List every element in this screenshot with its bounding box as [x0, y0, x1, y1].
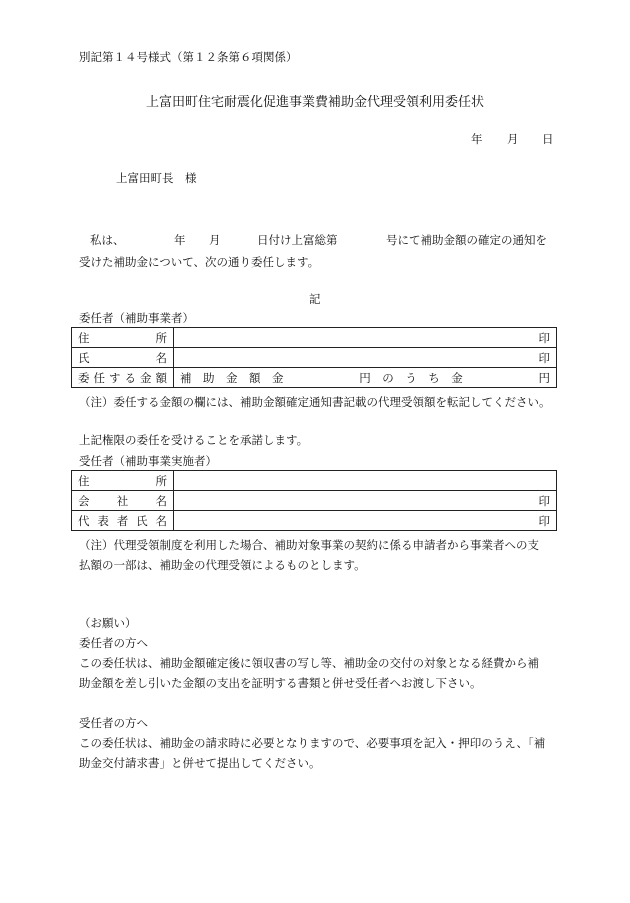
consent-text: 上記権限の委任を受けることを承諾します。 — [79, 433, 309, 447]
body-text-month: 月 — [209, 233, 221, 247]
table-row — [72, 348, 557, 368]
delegate-note-2: 払額の一部は、補助金の代理受領によるものとします。 — [79, 558, 366, 572]
form-number: 別記第１４号様式（第１２条第６項関係） — [79, 50, 298, 64]
delegate-instruction-1: この委任状は、補助金の請求時に必要となりますので、必要事項を記入・押印のうえ、「補 — [79, 736, 546, 750]
table-row — [72, 328, 557, 348]
delegate-instruction-2: 助金交付請求書」と併せて提出してください。 — [79, 756, 321, 770]
yen-label: 円 — [538, 370, 550, 385]
document-title: 上富田町住宅耐震化促進事業費補助金代理受領利用委任状 — [145, 95, 484, 110]
date-month: 月 — [507, 132, 519, 146]
company-name-seal[interactable]: 印 — [174, 491, 557, 511]
delegate-note-1: （注）代理受領制度を利用した場合、補助対象事業の契約に係る申請者から事業者への支 — [79, 538, 539, 552]
request-heading: （お願い） — [79, 616, 137, 630]
subsidy-amount-label: 補 助 金 額 金 — [180, 370, 284, 385]
delegator-name-label: 氏 名 — [72, 348, 174, 368]
delegator-heading: 委任者（補助事業者） — [79, 311, 194, 325]
table-row — [72, 471, 557, 491]
delegator-instruction-1: この委任状は、補助金額確定後に領収書の写し等、補助金の交付の対象となる経費から補 — [79, 656, 539, 670]
delegator-name-seal[interactable]: 印 — [174, 348, 557, 368]
yen-of-which-label: 円 の う ち 金 — [359, 370, 463, 385]
delegate-table — [71, 470, 557, 531]
body-text-1: 私は、 — [90, 233, 125, 247]
delegator-address-label: 住 所 — [72, 328, 174, 348]
delegated-amount-label: 委任する金額 — [72, 368, 174, 388]
delegate-address-label: 住 所 — [72, 471, 174, 491]
representative-name-seal[interactable]: 印 — [174, 511, 557, 531]
table-row — [72, 491, 557, 511]
delegate-address-field[interactable] — [174, 471, 557, 491]
delegator-address-seal[interactable]: 印 — [174, 328, 557, 348]
representative-name-label: 代表者氏名 — [72, 511, 174, 531]
body-text-dated: 日付け上富総第 — [257, 233, 338, 247]
body-text-2: 受けた補助金について、次の通り委任します。 — [79, 255, 320, 269]
body-text-number: 号にて補助金額の確定の通知を — [386, 233, 547, 247]
table-row — [72, 511, 557, 531]
delegator-table — [71, 327, 557, 388]
to-delegator-heading: 委任者の方へ — [79, 636, 148, 650]
delegator-instruction-2: 助金額を差し引いた金額の支出を証明する書類と併せ受任者へお渡し下さい。 — [79, 676, 482, 690]
date-year: 年 — [471, 132, 483, 146]
addressee: 上富田町長 様 — [116, 171, 197, 185]
ki-marker: 記 — [309, 292, 321, 306]
to-delegate-heading: 受任者の方へ — [79, 716, 148, 730]
table-row — [72, 368, 557, 388]
company-name-label: 会 社 名 — [72, 491, 174, 511]
delegate-heading: 受任者（補助事業実施者） — [79, 454, 217, 468]
body-text-year: 年 — [174, 233, 186, 247]
delegator-note: （注）委任する金額の欄には、補助金額確定通知書記載の代理受領額を転記してください。 — [79, 395, 551, 409]
delegated-amount-field[interactable] — [174, 368, 557, 388]
date-day: 日 — [542, 132, 554, 146]
